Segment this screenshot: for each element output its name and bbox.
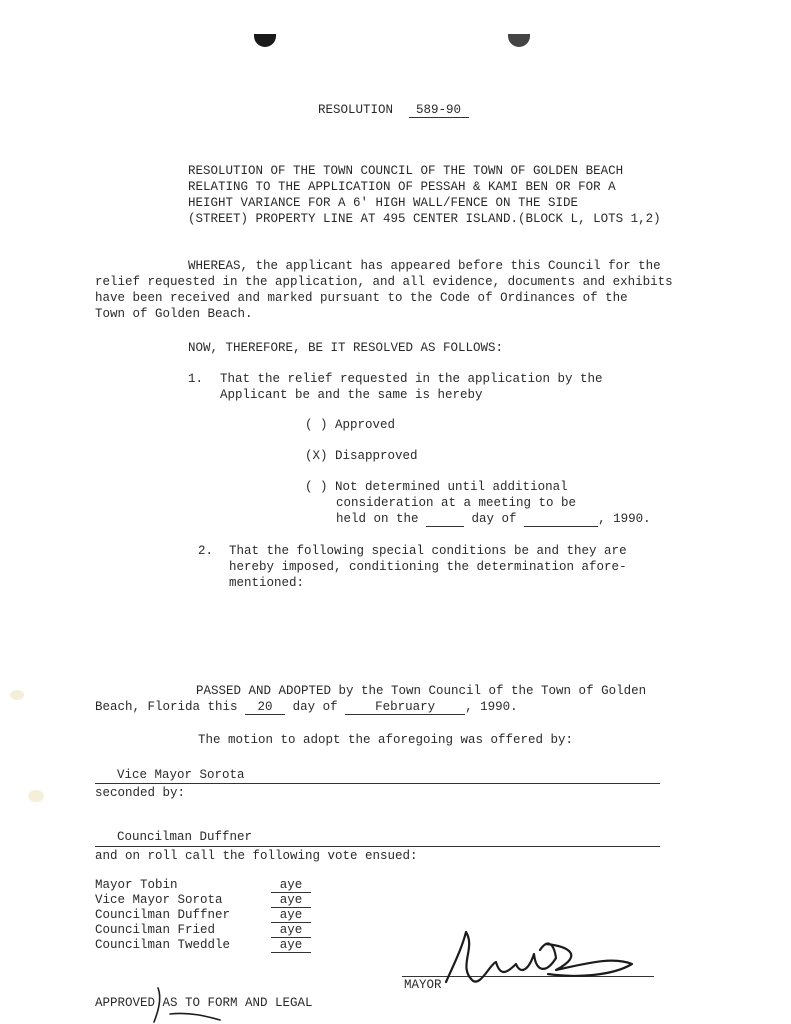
- item2-number: 2.: [198, 544, 214, 558]
- disapproved-checkbox: (X): [305, 449, 328, 463]
- passed-line: PASSED AND ADOPTED by the Town Council of the Town of Golden: [196, 684, 647, 698]
- punch-hole-left: [254, 34, 276, 47]
- not-determined-checkbox: ( ): [305, 480, 328, 494]
- voter-name: Councilman Duffner: [95, 908, 231, 922]
- vote-row: [95, 908, 311, 923]
- not-determined-date-line: [336, 512, 651, 527]
- vote-value: aye: [271, 938, 311, 953]
- passed-day: 20: [245, 700, 285, 715]
- whereas-line: WHEREAS, the applicant has appeared before this Council for the: [188, 259, 661, 273]
- vote-row: [95, 923, 311, 938]
- now-therefore: NOW, THEREFORE, BE IT RESOLVED AS FOLLOWS:: [188, 341, 504, 355]
- mayor-label: MAYOR: [404, 978, 442, 992]
- not-determined-line: Not determined until additional: [335, 480, 568, 494]
- voter-name: Councilman Fried: [95, 923, 216, 937]
- offered-by-name: Vice Mayor Sorota: [117, 768, 245, 782]
- item1-line: That the relief requested in the application by the: [220, 372, 603, 386]
- day-of-label: day of: [471, 512, 517, 526]
- approved-form-text: APPROVED AS TO FORM AND LEGAL: [95, 996, 313, 1010]
- vote-value: aye: [271, 893, 311, 908]
- resolution-label: RESOLUTION: [318, 103, 394, 117]
- voter-name: Vice Mayor Sorota: [95, 893, 223, 907]
- vote-row: [95, 938, 311, 953]
- voter-name: Councilman Tweddle: [95, 938, 231, 952]
- approved-checkbox: ( ): [305, 418, 328, 432]
- attorney-signature-mark: [150, 986, 230, 1024]
- passed-location: Beach, Florida this: [95, 700, 238, 714]
- rollcall-label: and on roll call the following vote ensued:: [95, 849, 418, 863]
- resolution-number: 589-90: [409, 103, 469, 118]
- item2-line: That the following special conditions be and they are: [229, 544, 627, 558]
- vote-value: aye: [271, 923, 311, 938]
- passed-year: , 1990.: [465, 700, 518, 714]
- vote-value: aye: [271, 908, 311, 923]
- offered-by-rule: [95, 783, 660, 784]
- vote-value: aye: [271, 878, 311, 893]
- not-determined-line: consideration at a meeting to be: [336, 496, 577, 510]
- item2-line: mentioned:: [229, 576, 305, 590]
- seconded-by-rule: [95, 846, 660, 847]
- passed-day-of: day of: [292, 700, 338, 714]
- disapproved-label: Disapproved: [335, 449, 418, 463]
- mayor-signature: [436, 924, 646, 996]
- day-blank: [426, 512, 464, 527]
- whereas-line: have been received and marked pursuant to the Code of Ordinances of the: [95, 291, 628, 305]
- whereas-line: relief requested in the application, and all evidence, documents and exhibits: [95, 275, 673, 289]
- item2-line: hereby imposed, conditioning the determination afore-: [229, 560, 627, 574]
- passed-month: February: [345, 700, 465, 715]
- title-line: RESOLUTION OF THE TOWN COUNCIL OF THE TOWN OF GOLDEN BEACH: [188, 164, 624, 178]
- vote-row: [95, 893, 311, 908]
- motion-text: The motion to adopt the aforegoing was offered by:: [198, 733, 574, 747]
- title-line: HEIGHT VARIANCE FOR A 6' HIGH WALL/FENCE ON THE SIDE: [188, 196, 579, 210]
- resolution-heading: [318, 103, 469, 118]
- item1-number: 1.: [188, 372, 204, 386]
- vote-row: [95, 878, 311, 893]
- voter-name: Mayor Tobin: [95, 878, 178, 892]
- held-on-label: held on the: [336, 512, 419, 526]
- paper-speck: [10, 690, 24, 700]
- item1-line: Applicant be and the same is hereby: [220, 388, 483, 402]
- month-blank: [524, 512, 598, 527]
- title-line: RELATING TO THE APPLICATION OF PESSAH & KAMI BEN OR FOR A: [188, 180, 616, 194]
- title-line: (STREET) PROPERTY LINE AT 495 CENTER ISLAND.(BLOCK L, LOTS 1,2): [188, 212, 661, 226]
- option-not-determined: [305, 480, 568, 494]
- approved-label: Approved: [335, 418, 396, 432]
- seconded-label: seconded by:: [95, 786, 186, 800]
- option-approved: [305, 418, 395, 432]
- paper-speck: [28, 790, 44, 802]
- option-disapproved: [305, 449, 418, 463]
- whereas-line: Town of Golden Beach.: [95, 307, 253, 321]
- passed-date-line: [95, 700, 518, 715]
- punch-hole-right: [508, 34, 530, 47]
- year-label: , 1990.: [598, 512, 651, 526]
- seconded-by-name: Councilman Duffner: [117, 830, 253, 844]
